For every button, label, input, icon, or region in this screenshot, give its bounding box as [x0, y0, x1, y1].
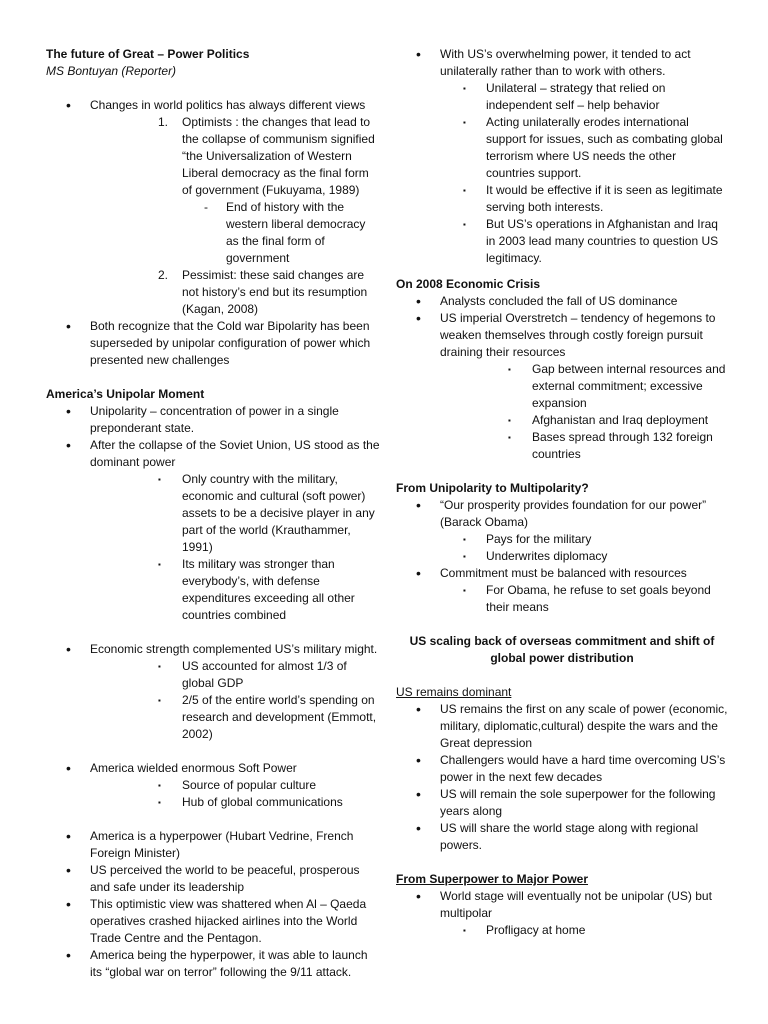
square-bullet-icon: ▪ [158, 475, 161, 484]
list-item-text: Pessimist: these said changes are not history’s end but its resumption (Kagan, 2008) [182, 268, 368, 316]
list-item-text: Afghanistan and Iraq deployment [532, 413, 709, 427]
document-title: The future of Great – Power Politics [46, 47, 250, 61]
spacer [46, 624, 381, 641]
list-item [396, 293, 728, 310]
square-bullet-icon: ▪ [158, 662, 161, 671]
list-item-text: US remains the first on any scale of power (economic, military, diplomatic,cultural) despite the wars and the Great depression [440, 702, 728, 750]
bullet-icon: • [416, 565, 421, 581]
square-bullet-icon: ▪ [463, 586, 466, 595]
list-item [46, 658, 381, 692]
list-item [396, 80, 728, 114]
list-item [46, 896, 381, 947]
square-bullet-icon: ▪ [158, 781, 161, 790]
left-column [46, 46, 381, 981]
list-item [46, 97, 381, 114]
list-item [396, 565, 728, 582]
square-bullet-icon: ▪ [158, 696, 161, 705]
list-item [396, 548, 728, 565]
list-item-text: US accounted for almost 1/3 of global GDP [182, 659, 347, 690]
list-item [46, 777, 381, 794]
list-item [46, 471, 381, 556]
section-subheading: US remains dominant [396, 685, 512, 699]
section-heading: America’s Unipolar Moment [46, 387, 205, 401]
square-bullet-icon: ▪ [463, 552, 466, 561]
list-item [396, 216, 728, 267]
section-heading: On 2008 Economic Crisis [396, 277, 541, 291]
bullet-icon: • [66, 862, 71, 878]
list-item [46, 828, 381, 862]
list-item-text: Commitment must be balanced with resources [440, 566, 687, 580]
spacer [396, 463, 728, 480]
list-item [46, 318, 381, 369]
list-item [46, 947, 381, 981]
spacer [46, 811, 381, 828]
list-marker: 1. [158, 115, 169, 129]
list-item [396, 820, 728, 854]
list-item-text: This optimistic view was shattered when Al – Qaeda operatives crashed hijacked airlines into the World Trade Centre and the Pentagon. [90, 897, 367, 945]
list-item-text: Source of popular culture [182, 778, 317, 792]
list-item-text: Bases spread through 132 foreign countries [532, 430, 713, 461]
list-item-text: Unipolarity – concentration of power in a single preponderant state. [90, 404, 339, 435]
list-item-text: US will share the world stage along with regional powers. [440, 821, 699, 852]
list-item-text: America being the hyperpower, it was able to launch its “global war on terror” following the 9/11 attack. [90, 948, 368, 979]
bullet-icon: • [416, 786, 421, 802]
square-bullet-icon: ▪ [508, 416, 511, 425]
bullet-icon: • [416, 752, 421, 768]
list-item [396, 182, 728, 216]
list-item-text: Economic strength complemented US’s military might. [90, 642, 378, 656]
list-item [46, 403, 381, 437]
spacer [396, 667, 728, 684]
bullet-icon: • [416, 46, 421, 62]
list-item-text: Its military was stronger than everybody’s, with defense expenditures exceeding all other countries combined [182, 557, 355, 622]
list-item [396, 531, 728, 548]
bullet-icon: • [416, 293, 421, 309]
list-item-text: US imperial Overstretch – tendency of hegemons to weaken themselves through costly foreign pursuit draining their resources [440, 311, 716, 359]
list-item [396, 922, 728, 939]
list-item-text: It would be effective if it is seen as legitimate serving both interests. [486, 183, 723, 214]
bullet-icon: • [66, 641, 71, 657]
list-item-text: Unilateral – strategy that relied on independent self – help behavior [486, 81, 666, 112]
square-bullet-icon: ▪ [463, 84, 466, 93]
list-item-text: US perceived the world to be peaceful, prosperous and safe under its leadership [90, 863, 360, 894]
list-marker: 2. [158, 268, 169, 282]
spacer [46, 743, 381, 760]
list-item [46, 199, 381, 267]
list-item-text: End of history with the western liberal democracy as the final form of government [226, 200, 366, 265]
list-item [396, 786, 728, 820]
list-item [396, 888, 728, 922]
list-item-text: Challengers would have a hard time overcoming US’s power in the next few decades [440, 753, 726, 784]
section-heading: From Superpower to Major Power [396, 872, 589, 886]
list-item [46, 437, 381, 471]
list-item [396, 46, 728, 80]
bullet-icon: • [66, 828, 71, 844]
bullet-icon: • [66, 896, 71, 912]
list-item-text: Gap between internal resources and external commitment; excessive expansion [532, 362, 726, 410]
list-item [396, 310, 728, 361]
spacer [396, 267, 728, 276]
square-bullet-icon: ▪ [463, 186, 466, 195]
list-item-text: Profligacy at home [486, 923, 586, 937]
bullet-icon: • [66, 403, 71, 419]
list-item [46, 760, 381, 777]
list-item [396, 582, 728, 616]
list-item-text: America is a hyperpower (Hubart Vedrine, French Foreign Minister) [90, 829, 354, 860]
list-item-text: US will remain the sole superpower for the following years along [440, 787, 716, 818]
square-bullet-icon: ▪ [463, 926, 466, 935]
square-bullet-icon: ▪ [463, 220, 466, 229]
document-subtitle: MS Bontuyan (Reporter) [46, 64, 177, 78]
spacer [46, 80, 381, 97]
list-item [396, 361, 728, 412]
bullet-icon: • [416, 820, 421, 836]
list-item [46, 794, 381, 811]
list-item [46, 862, 381, 896]
right-column [396, 46, 728, 939]
bullet-icon: • [66, 760, 71, 776]
list-item-text: Pays for the military [486, 532, 592, 546]
list-item-text: Only country with the military, economic and cultural (soft power) assets to be a decisive player in any part of the world (Krauthammer, 1991) [182, 472, 375, 554]
list-item-text: Changes in world politics has always different views [90, 98, 366, 112]
spacer [396, 616, 728, 633]
list-item-text: Underwrites diplomacy [486, 549, 608, 563]
square-bullet-icon: ▪ [158, 560, 161, 569]
bullet-icon: • [416, 310, 421, 326]
list-item [46, 267, 381, 318]
list-item-text: America wielded enormous Soft Power [90, 761, 297, 775]
list-item-text: Both recognize that the Cold war Bipolarity has been superseded by unipolar configuration of power which presented new challenges [90, 319, 371, 367]
square-bullet-icon: ▪ [508, 365, 511, 374]
list-item [46, 556, 381, 624]
bullet-icon: • [416, 497, 421, 513]
square-bullet-icon: ▪ [463, 118, 466, 127]
bullet-icon: • [66, 318, 71, 334]
list-item-text: Optimists : the changes that lead to the collapse of communism signified “the Universalization of Western Liberal democracy as the final form of government (Fukuyama, 1989) [182, 115, 375, 197]
section-heading: US scaling back of overseas commitment and shift of global power distribution [409, 634, 715, 665]
bullet-icon: • [66, 437, 71, 453]
list-item [396, 752, 728, 786]
list-item-text: Acting unilaterally erodes international support for issues, such as combating global terrorism where US needs the other countries support. [486, 115, 723, 180]
list-item [46, 692, 381, 743]
list-item-text: 2/5 of the entire world’s spending on research and development (Emmott, 2002) [182, 693, 377, 741]
list-item-text: World stage will eventually not be unipolar (US) but multipolar [440, 889, 712, 920]
list-item-text: With US’s overwhelming power, it tended to act unilaterally rather than to work with others. [440, 47, 691, 78]
list-marker: - [204, 200, 208, 214]
list-item-text: Analysts concluded the fall of US dominance [440, 294, 678, 308]
list-item-text: After the collapse of the Soviet Union, US stood as the dominant power [90, 438, 380, 469]
section-heading: From Unipolarity to Multipolarity? [396, 481, 589, 495]
list-item-text: For Obama, he refuse to set goals beyond their means [486, 583, 711, 614]
list-item [396, 701, 728, 752]
list-item [396, 412, 728, 429]
bullet-icon: • [66, 947, 71, 963]
bullet-icon: • [66, 97, 71, 113]
list-item [396, 429, 728, 463]
list-item [396, 497, 728, 531]
spacer [46, 369, 381, 386]
list-item-text: But US’s operations in Afghanistan and Iraq in 2003 lead many countries to question US legitimacy. [486, 217, 719, 265]
square-bullet-icon: ▪ [463, 535, 466, 544]
square-bullet-icon: ▪ [508, 433, 511, 442]
bullet-icon: • [416, 888, 421, 904]
spacer [396, 854, 728, 871]
list-item [396, 114, 728, 182]
list-item-text: Hub of global communications [182, 795, 343, 809]
list-item [46, 114, 381, 199]
square-bullet-icon: ▪ [158, 798, 161, 807]
bullet-icon: • [416, 701, 421, 717]
list-item-text: “Our prosperity provides foundation for our power” (Barack Obama) [440, 498, 707, 529]
list-item [46, 641, 381, 658]
